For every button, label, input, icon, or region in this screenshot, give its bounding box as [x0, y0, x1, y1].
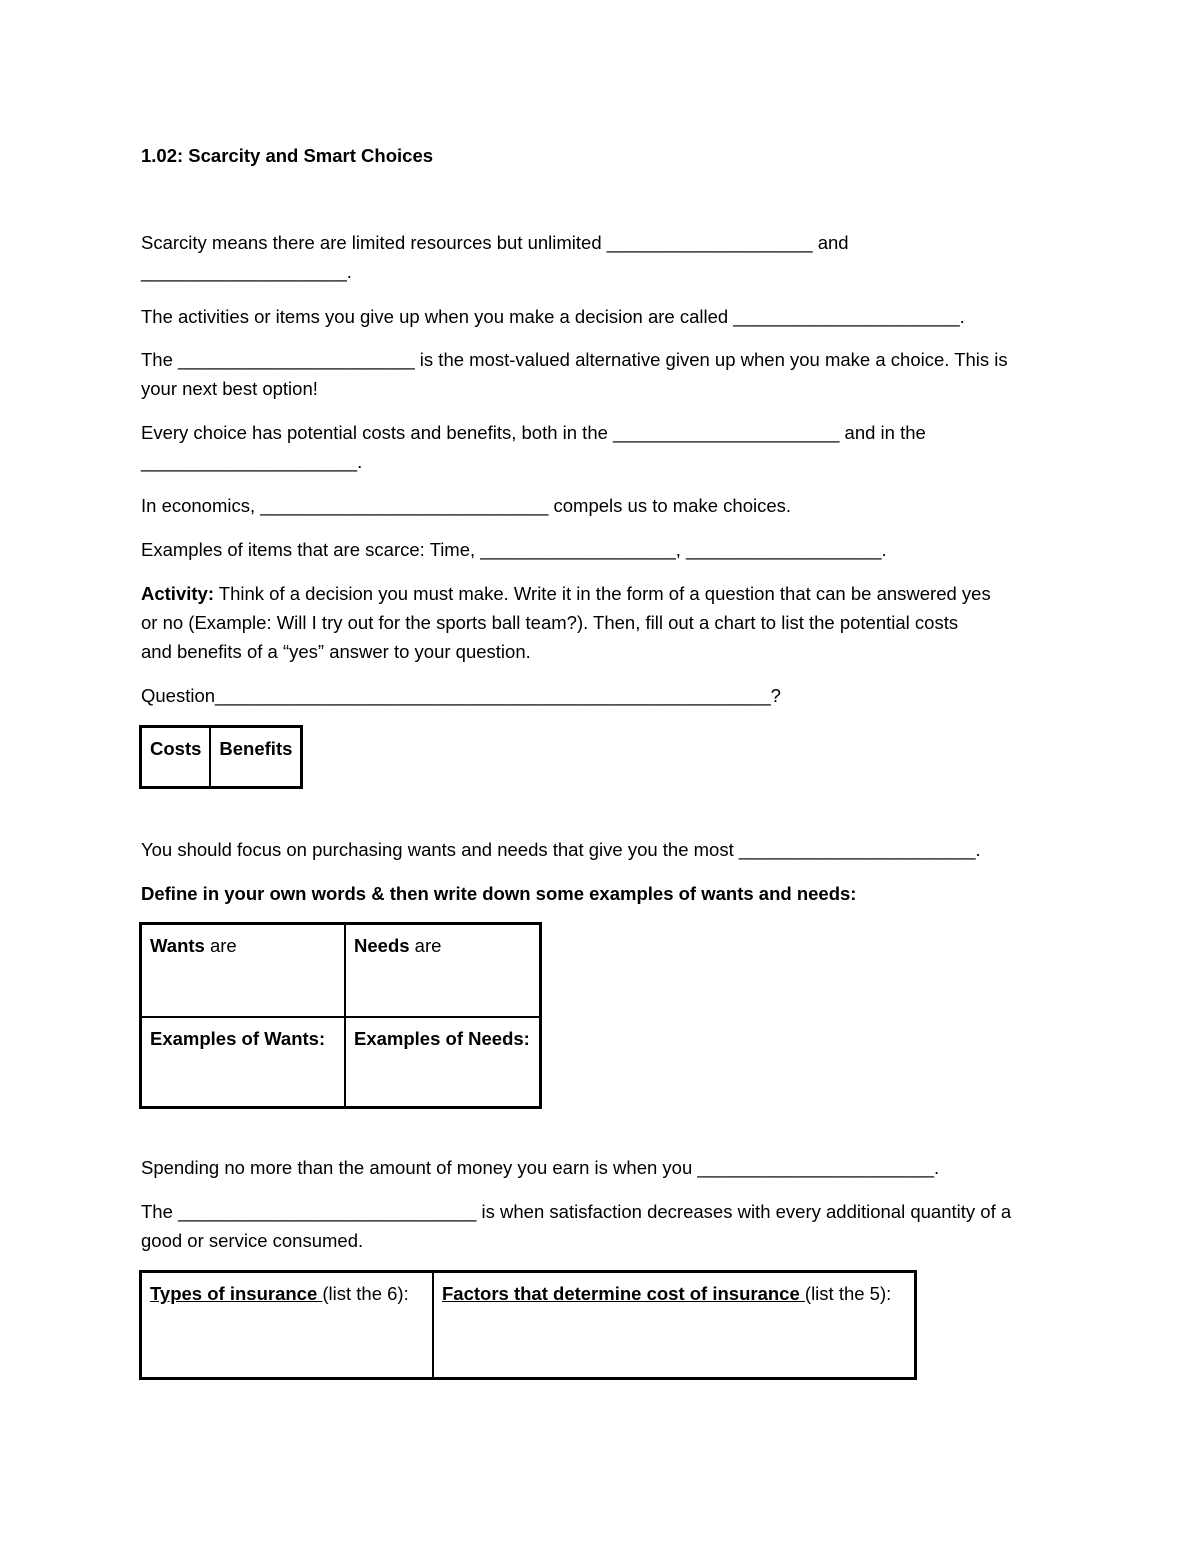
text-line-diminishing-cont: good or service consumed. [141, 1230, 364, 1251]
needs-label: Needs [354, 935, 410, 956]
costs-benefits-table [139, 725, 303, 789]
insurance-types-rest: (list the 6): [322, 1283, 409, 1304]
text-line-most-valued: The _______________________ is the most-valued alternative given up when you make a choice. This is [141, 349, 1008, 370]
costs-header: Costs [150, 738, 202, 759]
text-line-opportunity: The activities or items you give up when you make a decision are called ______________________. [141, 306, 965, 327]
page-title: 1.02: Scarcity and Smart Choices [141, 145, 434, 166]
text-line-economics: In economics, ____________________________ compels us to make choices. [141, 495, 792, 516]
question-line: Question______________________________________________________? [141, 685, 781, 706]
text-line-spending: Spending no more than the amount of money you earn is when you _______________________. [141, 1157, 940, 1178]
text-line-scarcity-cont: ____________________. [141, 261, 352, 282]
insurance-factors-rest: (list the 5): [804, 1283, 892, 1304]
examples-wants-label: Examples of Wants: [150, 1027, 326, 1049]
examples-needs-cell[interactable] [345, 1017, 541, 1108]
text-line-costs-benefits: Every choice has potential costs and benefits, both in the ______________________ and in the [141, 422, 926, 443]
wants-label: Wants [150, 935, 205, 956]
text-line-activity-2: or no (Example: Will I try out for the sports ball team?). Then, fill out a chart to list the potential costs [141, 612, 959, 633]
wants-label-rest: are [204, 935, 237, 956]
examples-wants-cell[interactable] [141, 1017, 346, 1108]
insurance-types-cell[interactable] [141, 1272, 434, 1379]
wants-needs-table [139, 922, 542, 1109]
activity-text: Think of a decision you must make. Write it in the form of a question that can be answered yes [214, 583, 991, 604]
text-line-activity-3: and benefits of a “yes” answer to your question. [141, 641, 531, 662]
text-line-next-best: your next best option! [141, 378, 318, 399]
define-instruction: Define in your own words & then write down some examples of wants and needs: [141, 883, 857, 904]
wants-cell[interactable] [141, 924, 346, 1017]
costs-cell[interactable] [141, 727, 211, 788]
benefits-header: Benefits [219, 738, 293, 759]
text-line-scarcity: Scarcity means there are limited resources but unlimited ____________________ and [141, 232, 849, 253]
benefits-cell[interactable] [210, 727, 302, 788]
text-line-activity [141, 579, 991, 608]
text-line-focus: You should focus on purchasing wants and needs that give you the most _______________________. [141, 839, 981, 860]
activity-label: Activity: [141, 583, 214, 604]
insurance-factors-label: Factors that determine cost of insurance [442, 1283, 805, 1304]
text-line-costs-benefits-cont: _____________________. [141, 451, 363, 472]
insurance-factors-cell[interactable] [433, 1272, 916, 1379]
needs-cell[interactable] [345, 924, 541, 1017]
needs-label-rest: are [409, 935, 442, 956]
text-line-diminishing: The _____________________________ is when satisfaction decreases with every additional quantity of a [141, 1201, 1012, 1222]
examples-needs-label: Examples of Needs: [354, 1027, 530, 1049]
insurance-types-label: Types of insurance [150, 1283, 323, 1304]
text-line-scarce-items: Examples of items that are scarce: Time, ___________________, ___________________. [141, 539, 887, 560]
insurance-table [139, 1270, 917, 1380]
